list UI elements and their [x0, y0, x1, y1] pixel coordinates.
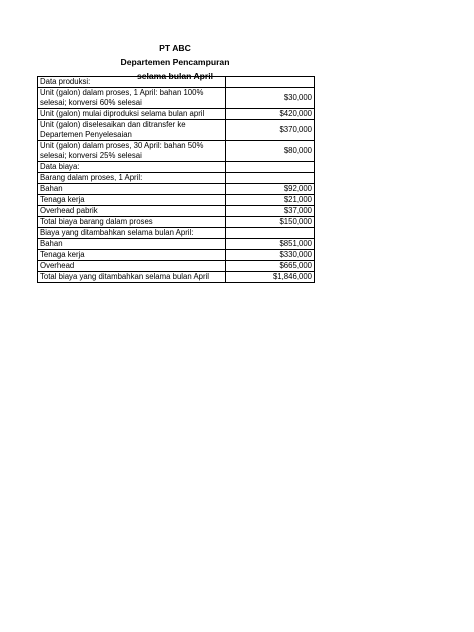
- row-value: [226, 77, 315, 88]
- table-row: [38, 206, 315, 217]
- table-row: [38, 195, 315, 206]
- row-label: Barang dalam proses, 1 April:: [38, 173, 226, 184]
- row-label: Unit (galon) dalam proses, 1 April: bahan 100% selesai; konversi 60% selesai: [38, 88, 226, 109]
- row-label: Data produksi:: [38, 77, 226, 88]
- row-label: Unit (galon) diselesaikan dan ditransfer ke Departemen Penyelesaian: [38, 120, 226, 141]
- table-row: [38, 120, 315, 141]
- table-row: [38, 173, 315, 184]
- department-name: Departemen Pencampuran: [120, 57, 230, 67]
- table-row: [38, 77, 315, 88]
- row-label: Overhead pabrik: [38, 206, 226, 217]
- row-label: Unit (galon) mulai diproduksi selama bulan april: [38, 109, 226, 120]
- table-row: [38, 239, 315, 250]
- row-label: Unit (galon) dalam proses, 30 April: bahan 50% selesai; konversi 25% selesai: [38, 141, 226, 162]
- table-row: [38, 250, 315, 261]
- row-value: [226, 173, 315, 184]
- production-cost-table: [37, 76, 315, 283]
- row-label: Bahan: [38, 184, 226, 195]
- row-label: Overhead: [38, 261, 226, 272]
- row-label: Biaya yang ditambahkan selama bulan April:: [38, 228, 226, 239]
- row-label: Tenaga kerja: [38, 250, 226, 261]
- row-label: Total biaya yang ditambahkan selama bulan April: [38, 272, 226, 283]
- table-row: [38, 141, 315, 162]
- row-value: $330,000: [226, 250, 315, 261]
- table-row: [38, 272, 315, 283]
- row-value: $21,000: [226, 195, 315, 206]
- row-value: $665,000: [226, 261, 315, 272]
- row-value: $37,000: [226, 206, 315, 217]
- table-row: [38, 217, 315, 228]
- row-value: [226, 162, 315, 173]
- table-row: [38, 184, 315, 195]
- row-value: $80,000: [226, 141, 315, 162]
- company-name: PT ABC: [159, 43, 191, 53]
- row-label: Bahan: [38, 239, 226, 250]
- report-period: selama bulan April: [136, 71, 214, 81]
- table-row: [38, 228, 315, 239]
- table-row: [38, 88, 315, 109]
- row-value: [226, 228, 315, 239]
- table-row: [38, 261, 315, 272]
- row-value: $420,000: [226, 109, 315, 120]
- row-label: Total biaya barang dalam proses: [38, 217, 226, 228]
- table-row: [38, 162, 315, 173]
- table-row: [38, 109, 315, 120]
- row-value: $1,846,000: [226, 272, 315, 283]
- row-label: Tenaga kerja: [38, 195, 226, 206]
- row-value: $30,000: [226, 88, 315, 109]
- row-value: $370,000: [226, 120, 315, 141]
- row-value: $92,000: [226, 184, 315, 195]
- row-value: $150,000: [226, 217, 315, 228]
- row-value: $851,000: [226, 239, 315, 250]
- row-label: Data biaya:: [38, 162, 226, 173]
